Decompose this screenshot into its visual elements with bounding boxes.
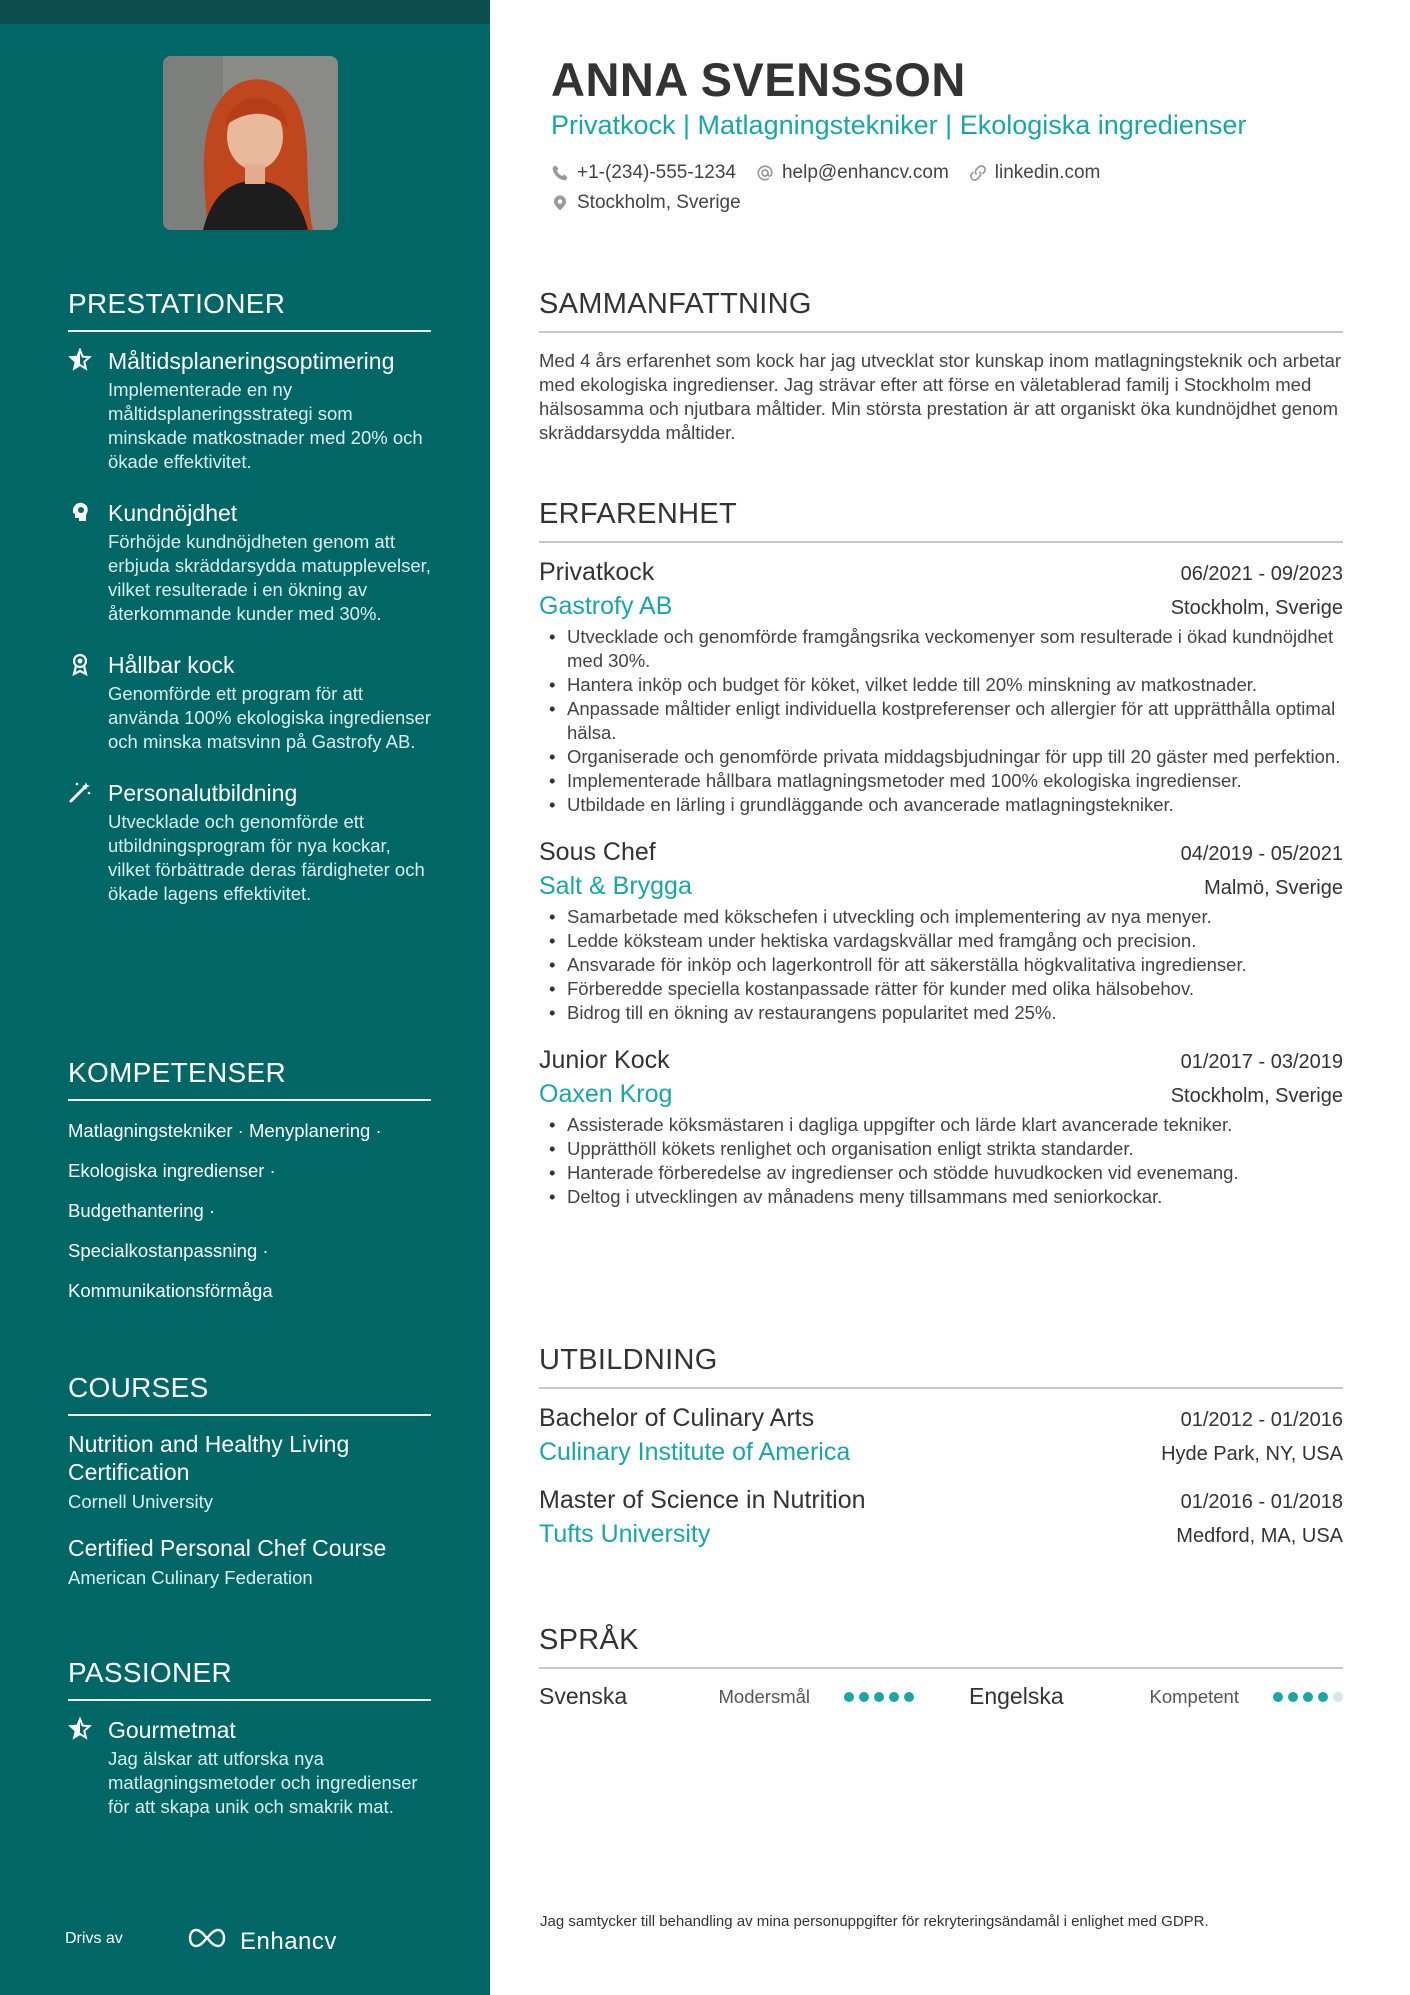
achievement-title: Personalutbildning: [108, 780, 298, 806]
course-org: American Culinary Federation: [68, 1567, 313, 1588]
gdpr-consent: Jag samtycker till behandling av mina personuppgifter för rekryteringsändamål i enlighet med GDPR.: [540, 1913, 1209, 1930]
school-name[interactable]: Tufts University: [539, 1520, 711, 1548]
education-entry: [539, 1401, 1343, 1469]
sidebar-top-bar: [0, 0, 490, 24]
job-bullet: • Ansvarade för inköp och lagerkontroll för att säkerställa högkvalitativa ingredienser.: [539, 953, 1343, 977]
summary-heading: SAMMANFATTNING: [539, 288, 1343, 333]
achievements-section: [68, 288, 431, 906]
education-section: [539, 1344, 1343, 1551]
job-bullet: • Utvecklade och genomförde framgångsrika veckomenyer som resulterade i ökad kundnöjdhet med 30%.: [539, 625, 1343, 673]
passions-heading: PASSIONER: [68, 1657, 431, 1701]
skill-line: Matlagningstekniker · Menyplanering ·: [68, 1120, 382, 1141]
course-item: [68, 1534, 431, 1590]
language-name: Engelska: [969, 1683, 1064, 1709]
skill-line: Specialkostanpassning ·: [68, 1240, 269, 1261]
job-title: Junior Kock: [539, 1046, 670, 1074]
language-level: Kompetent: [1149, 1685, 1239, 1707]
achievement-item: [68, 778, 431, 906]
rating-dot: [1273, 1692, 1283, 1702]
courses-heading: COURSES: [68, 1372, 431, 1416]
enhancv-logo[interactable]: [184, 1926, 337, 1957]
rating-dot: [874, 1692, 884, 1702]
achievement-item: [68, 346, 431, 474]
job-dates: 06/2021 - 09/2023: [1180, 563, 1343, 585]
job-dates: 01/2017 - 03/2019: [1180, 1051, 1343, 1073]
education-entry: [539, 1483, 1343, 1551]
job-entry: [539, 555, 1343, 817]
achievement-title: Måltidsplaneringsoptimering: [108, 348, 395, 374]
award-icon: [68, 652, 92, 676]
achievement-item: [68, 498, 431, 626]
profile-photo: [163, 56, 338, 230]
job-location: Malmö, Sverige: [1204, 877, 1343, 899]
job-bullet: • Samarbetade med kökschefen i utveckling och implementering av nya menyer.: [539, 905, 1343, 929]
achievement-title: Hållbar kock: [108, 652, 235, 678]
job-bullet: • Anpassade måltider enligt individuella kostpreferenser och allergier för att upprätthålla optimal hälsa.: [539, 697, 1343, 745]
at-icon: [756, 164, 774, 182]
school-name[interactable]: Culinary Institute of America: [539, 1438, 851, 1466]
achievement-title: Kundnöjdhet: [108, 500, 238, 526]
language-rating: [844, 1692, 914, 1702]
passion-desc: Jag älskar att utforska nya matlagningsmetoder och ingredienser för att skapa unik och smakrik mat.: [108, 1748, 418, 1817]
course-title: Nutrition and Healthy Living Certification: [68, 1431, 350, 1485]
summary-text: Med 4 års erfarenhet som kock har jag utvecklat stor kunskap inom matlagningsteknik och arbetar med ekologiska ingredienser. Jag strävar efter att förse en väletablerad familj i Stockholm med hälsosamma och njutbara måltider. Min största prestation är att organiskt öka kundnöjdhet genom skräddarsydda måltider.: [539, 350, 1342, 443]
rating-dot: [904, 1692, 914, 1702]
language-level: Modersmål: [718, 1685, 810, 1707]
job-bullet: • Förberedde speciella kostanpassade rätter för kunder med olika hälsobehov.: [539, 977, 1343, 1001]
education-heading: UTBILDNING: [539, 1344, 1343, 1389]
location-pin-icon: [551, 194, 569, 212]
job-bullet: • Hanterade förberedelse av ingredienser och stödde huvudkocken vid evenemang.: [539, 1161, 1343, 1185]
job-bullet: • Organiserade och genomförde privata middagsbjudningar för upp till 20 gäster med perfektion.: [539, 745, 1343, 769]
rating-dot: [844, 1692, 854, 1702]
phone-text: +1-(234)-555-1234: [577, 162, 736, 183]
language-rating: [1273, 1692, 1343, 1702]
job-bullet: • Ledde köksteam under hektiska vardagskvällar med framgång och precision.: [539, 929, 1343, 953]
experience-section: [539, 498, 1343, 1209]
rating-dot: [1333, 1692, 1343, 1702]
wand-icon: [68, 780, 92, 804]
rating-dot: [889, 1692, 899, 1702]
passion-item: [68, 1715, 431, 1819]
skill-line: Ekologiska ingredienser ·: [68, 1160, 276, 1181]
sidebar: [0, 0, 490, 1995]
skill-line: Kommunikationsförmåga: [68, 1280, 273, 1301]
job-bullets: [539, 1113, 1343, 1209]
language-item: [539, 1683, 969, 1710]
job-dates: 04/2019 - 05/2021: [1180, 843, 1343, 865]
job-bullet: • Implementerade hållbara matlagningsmetoder med 100% ekologiska ingredienser.: [539, 769, 1343, 793]
powered-by-label: Drivs av: [65, 1930, 123, 1947]
job-bullet: • Bidrog till en ökning av restaurangens popularitet med 25%.: [539, 1001, 1343, 1025]
email-contact[interactable]: [756, 162, 949, 184]
job-location: Stockholm, Sverige: [1170, 597, 1343, 619]
location-row: [551, 192, 741, 214]
passion-title: Gourmetmat: [108, 1717, 236, 1743]
rating-dot: [1303, 1692, 1313, 1702]
location-contact: [551, 192, 741, 214]
achievement-desc: Förhöjde kundnöjdheten genom att erbjuda skräddarsydda matupplevelser, vilket resulterade i en ökning av återkommande kunder med 30%.: [108, 531, 431, 624]
job-title: Privatkock: [539, 558, 655, 586]
degree-title: Master of Science in Nutrition: [539, 1486, 866, 1514]
infinity-icon: [184, 1926, 230, 1957]
job-bullet: • Assisterade köksmästaren i dagliga uppgifter och lärde klart avancerade tekniker.: [539, 1113, 1343, 1137]
achievement-item: [68, 650, 431, 754]
courses-section: [68, 1372, 431, 1590]
candidate-name: ANNA SVENSSON: [551, 53, 966, 106]
job-bullet: • Hantera inköp och budget för köket, vilket ledde till 20% minskning av matkostnader.: [539, 673, 1343, 697]
job-bullet: • Upprätthöll kökets renlighet och organisation enligt strikta standarder.: [539, 1137, 1343, 1161]
skills-heading: KOMPETENSER: [68, 1057, 431, 1101]
language-item: [969, 1683, 1343, 1710]
languages-heading: SPRÅK: [539, 1624, 1343, 1669]
job-entry: [539, 835, 1343, 1025]
school-location: Medford, MA, USA: [1176, 1525, 1343, 1547]
achievements-heading: PRESTATIONER: [68, 288, 431, 332]
course-item: [68, 1430, 431, 1514]
achievement-desc: Genomförde ett program för att använda 100% ekologiska ingredienser och minska matsvinn på Gastrofy AB.: [108, 683, 431, 752]
rating-dot: [859, 1692, 869, 1702]
phone-icon: [551, 164, 569, 182]
school-location: Hyde Park, NY, USA: [1161, 1443, 1343, 1465]
job-bullets: [539, 625, 1343, 817]
course-org: Cornell University: [68, 1491, 213, 1512]
language-name: Svenska: [539, 1683, 628, 1709]
skills-section: [68, 1057, 431, 1303]
job-company[interactable]: Oaxen Krog: [539, 1080, 673, 1108]
languages-section: [539, 1624, 1343, 1710]
star-icon: [68, 348, 92, 372]
summary-section: [539, 288, 1343, 445]
email-text: help@enhancv.com: [781, 162, 949, 183]
passions-section: [68, 1657, 431, 1819]
job-bullet: • Utbildade en lärling i grundläggande och avancerade matlagningstekniker.: [539, 793, 1343, 817]
languages-row: [539, 1683, 1343, 1710]
job-title: Sous Chef: [539, 838, 656, 866]
job-bullet: • Deltog i utvecklingen av månadens meny tillsammans med seniorkockar.: [539, 1185, 1343, 1209]
achievement-desc: Implementerade en ny måltidsplaneringsstrategi som minskade matkostnader med 20% och ökade effektivitet.: [108, 379, 423, 472]
job-company[interactable]: Gastrofy AB: [539, 592, 673, 620]
linkedin-text: linkedin.com: [994, 162, 1101, 183]
job-location: Stockholm, Sverige: [1170, 1085, 1343, 1107]
linkedin-contact[interactable]: [969, 162, 1101, 184]
star-icon: [68, 1717, 92, 1741]
job-bullets: [539, 905, 1343, 1025]
achievement-desc: Utvecklade och genomförde ett utbildningsprogram för nya kockar, vilket förbättrade deras färdigheter och ökade lagens effektivitet.: [108, 811, 425, 904]
job-entry: [539, 1043, 1343, 1209]
head-icon: [68, 500, 92, 524]
education-dates: 01/2012 - 01/2016: [1180, 1409, 1343, 1431]
skill-line: Budgethantering ·: [68, 1200, 216, 1221]
candidate-subtitle: Privatkock | Matlagningstekniker | Ekologiska ingredienser: [551, 110, 1247, 140]
location-text: Stockholm, Sverige: [577, 192, 741, 213]
rating-dot: [1288, 1692, 1298, 1702]
contact-row: [551, 162, 1100, 184]
degree-title: Bachelor of Culinary Arts: [539, 1404, 815, 1432]
course-title: Certified Personal Chef Course: [68, 1535, 387, 1561]
education-dates: 01/2016 - 01/2018: [1180, 1491, 1343, 1513]
experience-heading: ERFARENHET: [539, 498, 1343, 543]
brand-name: Enhancv: [240, 1927, 337, 1955]
link-icon: [969, 164, 987, 182]
rating-dot: [1318, 1692, 1328, 1702]
job-company[interactable]: Salt & Brygga: [539, 872, 692, 900]
phone-contact[interactable]: [551, 162, 736, 184]
